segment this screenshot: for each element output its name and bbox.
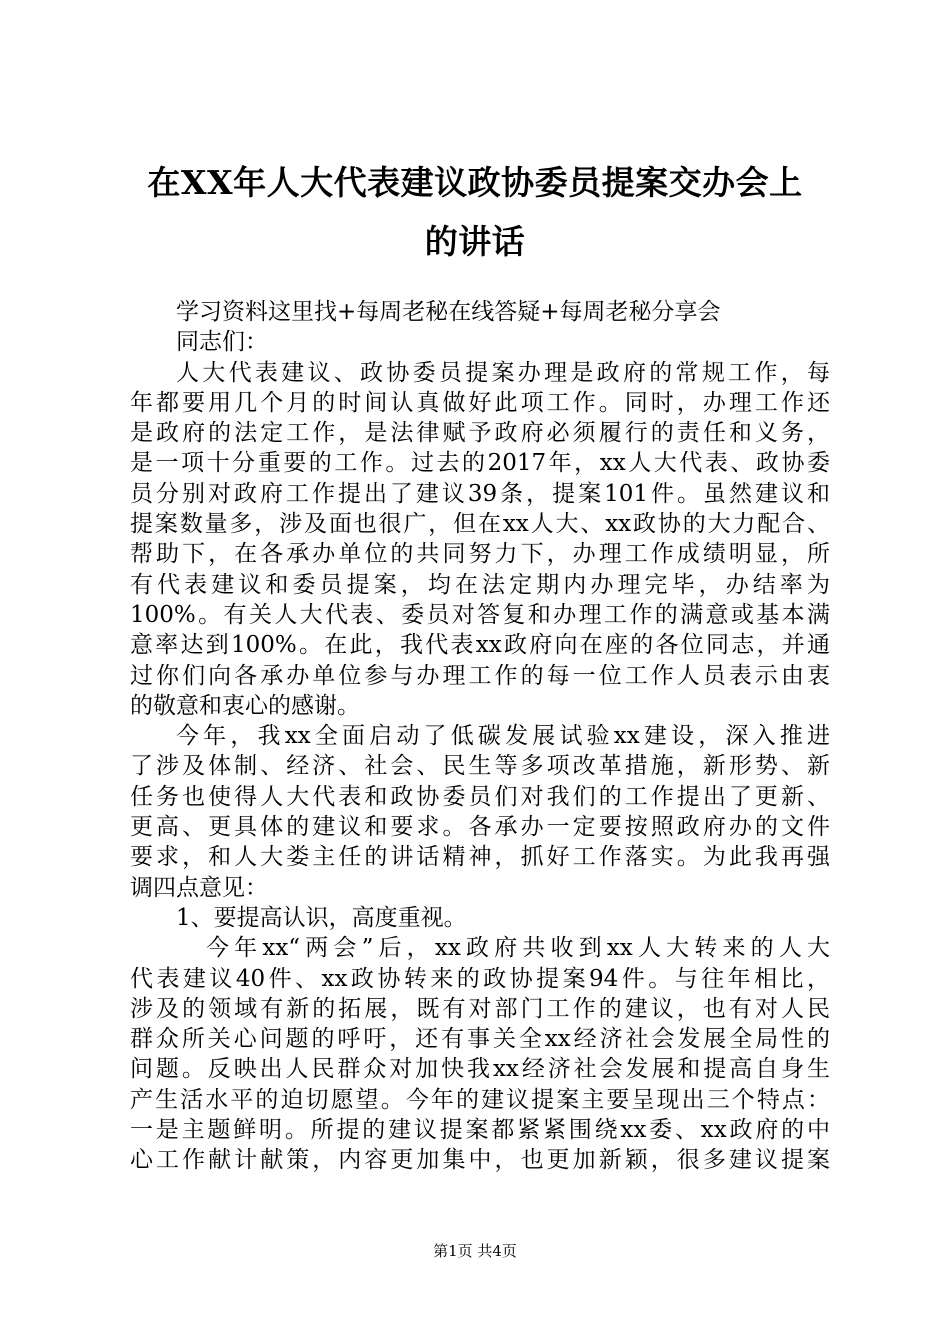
paragraph-line: 群众所关心问题的呼吁，还有事关全xx经济社会发展全局性的 — [130, 1026, 830, 1053]
subtitle-line: 学习资料这里找+每周老秘在线答疑+每周老秘分享会 — [176, 299, 721, 325]
paragraph-line: 员分别对政府工作提出了建议39条，提案101件。虽然建议和 — [130, 480, 830, 507]
paragraph-line: 今年xx“两会”后，xx政府共收到xx人大转来的人大 — [206, 935, 830, 962]
paragraph-line: 100%。有关人大代表、委员对答复和办理工作的满意或基本满 — [130, 601, 830, 628]
paragraph-line: 要求，和人大娄主任的讲话精神，抓好工作落实。为此我再强 — [130, 844, 830, 871]
paragraph-line: 更高、更具体的建议和要求。各承办一定要按照政府办的文件 — [130, 814, 830, 841]
paragraph-line: 调四点意见： — [130, 874, 268, 901]
document-body — [130, 297, 830, 1176]
document-title-line-2: 的讲话 — [424, 222, 526, 261]
paragraph-line: 涉及的领域有新的拓展，既有对部门工作的建议，也有对人民 — [130, 995, 830, 1022]
paragraph-line: 问题。反映出人民群众对加快我xx经济社会发展和提高自身生 — [130, 1056, 830, 1083]
paragraph-line: 是政府的法定工作，是法律赋予政府必须履行的责任和义务， — [130, 420, 830, 447]
paragraph-line: 年都要用几个月的时间认真做好此项工作。同时，办理工作还 — [130, 389, 830, 416]
page-footer: 第1页 共4页 — [433, 1242, 517, 1260]
paragraph-line: 提案数量多，涉及面也很广，但在xx人大、xx政协的大力配合、 — [130, 511, 830, 538]
paragraph-line: 心工作献计献策，内容更加集中，也更加新颖，很多建议提案 — [130, 1147, 830, 1174]
paragraph-line: 一是主题鲜明。所提的建议提案都紧紧围绕xx委、xx政府的中 — [130, 1117, 830, 1144]
salutation: 同志们： — [176, 329, 268, 356]
paragraph-line: 帮助下，在各承办单位的共同努力下，办理工作成绩明显，所 — [130, 541, 830, 568]
paragraph-line: 的敬意和衷心的感谢。 — [130, 692, 360, 719]
paragraph-line: 了涉及体制、经济、社会、民生等多项改革措施，新形势、新 — [130, 753, 830, 780]
paragraph-line: 产生活水平的迫切愿望。今年的建议提案主要呈现出三个特点： — [130, 1086, 830, 1113]
paragraph-line: 有代表建议和委员提案，均在法定期内办理完毕，办结率为 — [130, 571, 830, 598]
paragraph-line: 代表建议40件、xx政协转来的政协提案94件。与往年相比， — [130, 965, 830, 992]
document-title-line-1: 在XX年人大代表建议政协委员提案交办会上 — [147, 163, 803, 202]
paragraph-line: 是一项十分重要的工作。过去的2017年，xx人大代表、政协委 — [130, 450, 830, 477]
paragraph-line: 任务也使得人大代表和政协委员们对我们的工作提出了更新、 — [130, 783, 830, 810]
section-heading: 1、要提高认识，高度重视。 — [176, 904, 467, 931]
paragraph-line: 过你们向各承办单位参与办理工作的每一位工作人员表示由衷 — [130, 662, 830, 689]
paragraph-line: 意率达到100%。在此，我代表xx政府向在座的各位同志，并通 — [130, 632, 830, 659]
paragraph-line: 今年，我xx全面启动了低碳发展试验xx建设，深入推进 — [176, 723, 830, 750]
paragraph-line: 人大代表建议、政协委员提案办理是政府的常规工作，每 — [176, 359, 830, 386]
